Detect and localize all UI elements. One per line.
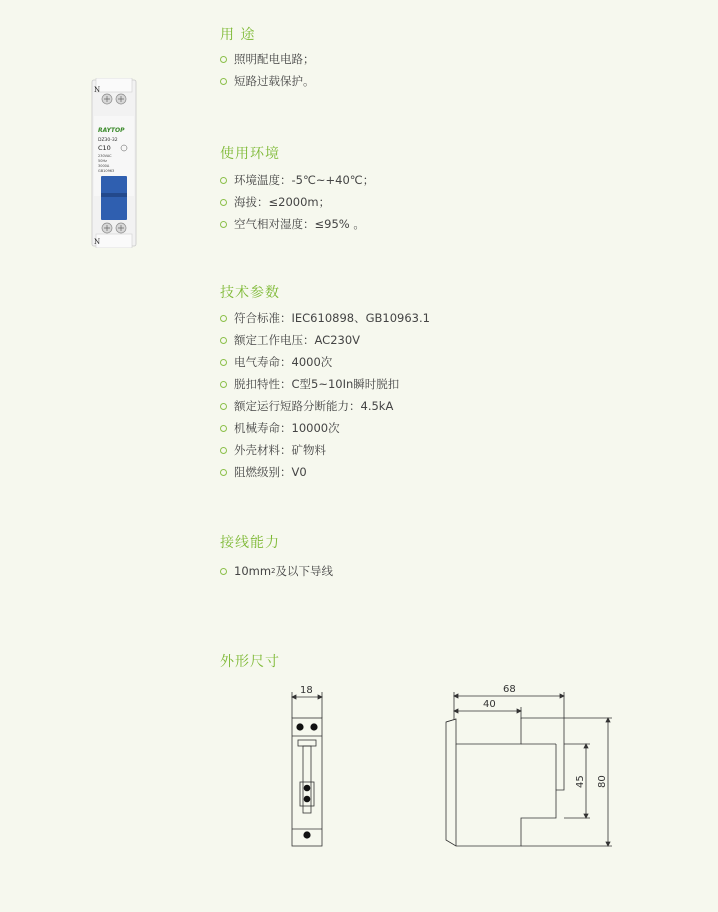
list-item: 外壳材料：矿物料 (220, 439, 430, 461)
brand-label: RAYTOP (98, 127, 125, 134)
front-screw-top-right (310, 723, 317, 730)
list-item: 机械寿命：10000次 (220, 417, 430, 439)
spec-line-2: 50Hz (98, 159, 107, 163)
list-item: 海拔：≤2000m； (220, 191, 374, 213)
list-item: 阻燃级别：V0 (220, 461, 430, 483)
list-item: 短路过载保护。 (220, 70, 315, 92)
front-lever-dot-bottom (304, 796, 311, 803)
side-view-drawing (446, 692, 612, 846)
list-item: 符合标准：IEC610898、GB10963.1 (220, 307, 430, 329)
list-item: 额定工作电压：AC230V (220, 329, 430, 351)
spec-line-4: GB10963 (98, 169, 115, 173)
list-item: 电气寿命：4000次 (220, 351, 430, 373)
inner-height-label: 45 (575, 775, 586, 788)
usage-title: 用 途 (220, 27, 256, 43)
dimensions-title: 外形尺寸 (220, 654, 280, 670)
wiring-title: 接线能力 (220, 535, 280, 551)
environment-title: 使用环境 (220, 146, 280, 162)
list-item: 空气相对湿度：≤95% 。 (220, 213, 374, 235)
terminal-label-bottom: N (94, 238, 101, 246)
list-item: 脱扣特性：C型5~10In瞬时脱扣 (220, 373, 430, 395)
front-lever-dot-top (304, 785, 311, 792)
list-item: 额定运行短路分断能力：4.5kA (220, 395, 430, 417)
tech-title: 技术参数 (220, 285, 280, 301)
side-total-width-label: 68 (503, 684, 516, 695)
terminal-label-top: N (94, 86, 101, 94)
front-width-label: 18 (300, 685, 313, 696)
front-screw-top-left (296, 723, 303, 730)
side-partial-width-label: 40 (483, 699, 496, 710)
list-item: 10mm 2 及以下导线 (220, 560, 333, 582)
total-height-label: 80 (597, 775, 608, 788)
rating-label: C10 (98, 144, 111, 152)
spec-line-1: 230VAC (98, 154, 112, 158)
list-item: 环境温度：-5℃~+40℃； (220, 169, 374, 191)
front-screw-bottom (303, 831, 310, 838)
model-label: DZ30-32 (98, 138, 118, 143)
spec-line-3: 3000A (98, 164, 110, 168)
list-item: 照明配电电路； (220, 48, 315, 70)
front-view-drawing (292, 692, 322, 846)
